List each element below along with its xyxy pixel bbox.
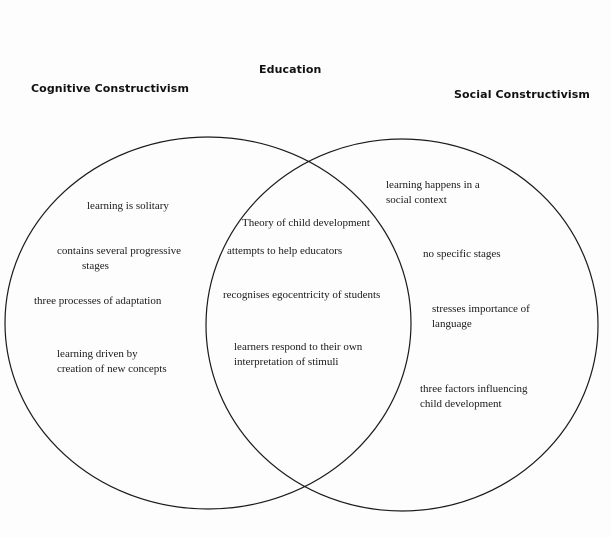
left-item: creation of new concepts xyxy=(57,363,167,375)
right-set-heading: Social Constructivism xyxy=(454,88,590,101)
right-item: language xyxy=(432,318,472,330)
shared-item: interpretation of stimuli xyxy=(234,356,339,368)
right-item: learning happens in a xyxy=(386,179,480,191)
right-item: no specific stages xyxy=(423,248,501,260)
shared-item: attempts to help educators xyxy=(227,245,343,257)
right-item: social context xyxy=(386,194,447,206)
right-item: stresses importance of xyxy=(432,303,530,315)
shared-item: learners respond to their own xyxy=(234,341,363,353)
shared-item: recognises egocentricity of students xyxy=(223,289,381,301)
left-item: stages xyxy=(82,260,109,272)
left-set-heading: Cognitive Constructivism xyxy=(31,82,190,95)
right-item: three factors influencing xyxy=(420,383,528,395)
left-item: contains several progressive xyxy=(57,245,182,257)
right-item: child development xyxy=(420,398,502,410)
left-item: learning is solitary xyxy=(87,200,169,212)
diagram-title: Education xyxy=(259,63,322,76)
left-item: three processes of adaptation xyxy=(34,295,162,307)
left-circle xyxy=(5,137,411,509)
shared-item: Theory of child development xyxy=(242,217,370,229)
left-item: learning driven by xyxy=(57,348,138,360)
